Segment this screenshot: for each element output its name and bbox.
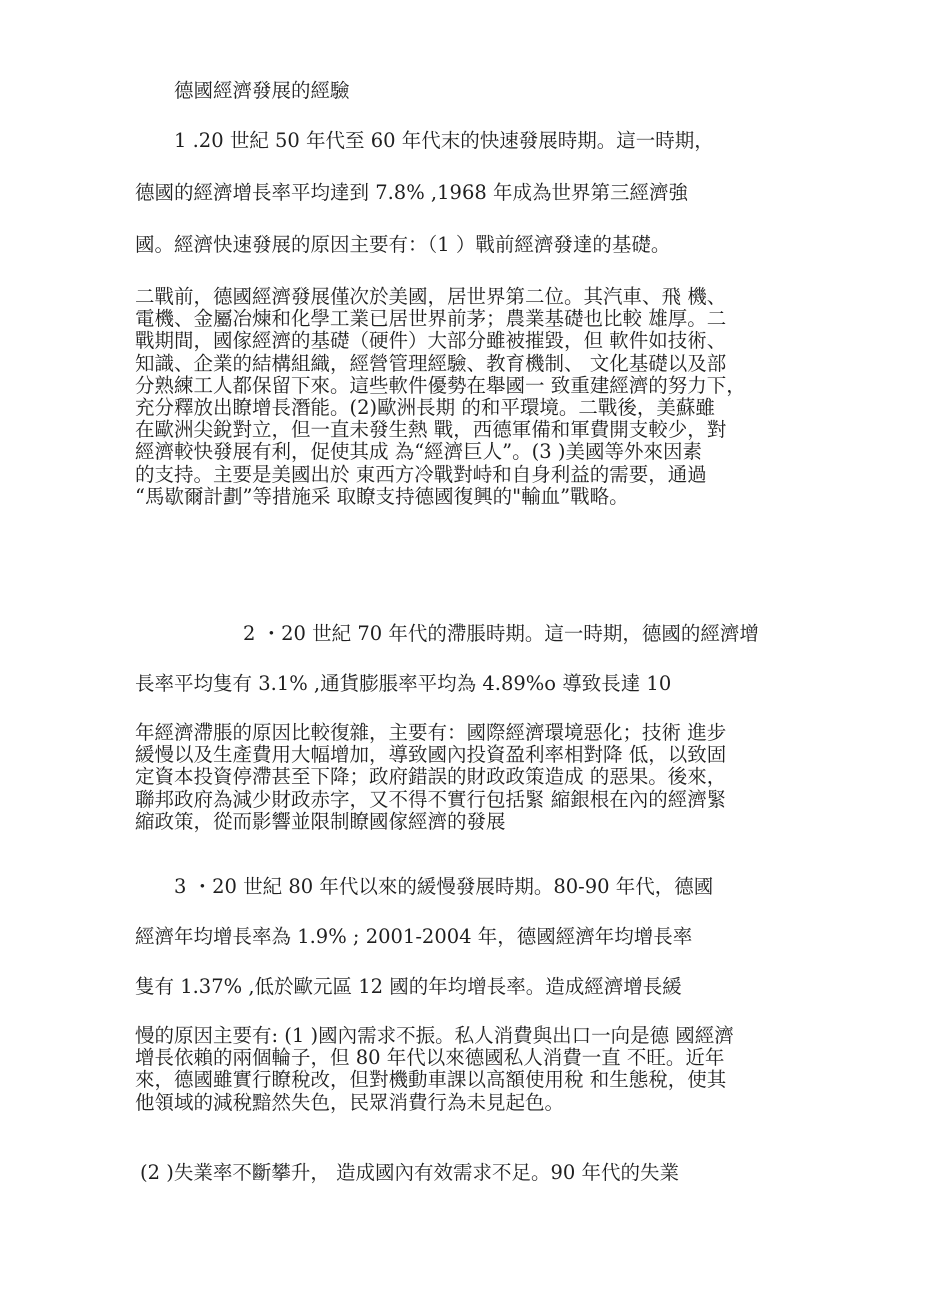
paragraph-line: 分熟練工人都保留下來。這些軟件優勢在舉國一 致重建經濟的努力下， — [135, 373, 746, 397]
paragraph-line: 增長依賴的兩個輪子，但 80 年代以來德國私人消費一直 不旺。近年 — [135, 1046, 725, 1070]
paragraph-line: 戰期間，國傢經濟的基礎（硬件）大部分雖被摧毀，但 軟件如技術、 — [135, 329, 727, 353]
paragraph-line: 經濟較快發展有利，促使其成 為“經濟巨人”。(3 )美國等外來因素 — [135, 440, 702, 464]
section-2-paragraph — [135, 722, 813, 833]
paragraph-line: 在歐洲尖銳對立，但一直未發生熱 戰，西德軍備和軍費開支較少，對 — [135, 418, 727, 442]
paragraph-line: “馬歇爾計劃”等措施采 取瞭支持德國復興的"輸血”戰略。 — [135, 484, 629, 508]
section-1-heading-line: 1 .20 世紀 50 年代至 60 年代末的快速發展時期。這一時期， — [174, 129, 714, 152]
section-1-text-line: 國。經濟快速發展的原因主要有：（1 ）戰前經濟發達的基礎。 — [135, 233, 671, 256]
paragraph-line: 年經濟滯脹的原因比較復雜，主要有：國際經濟環境惡化；技術 進步 — [135, 721, 727, 744]
paragraph-line: 充分釋放出瞭增長潛能。(2)歐洲長期 的和平環境。二戰後，美蘇雖 — [135, 396, 715, 420]
document-title: 德國經濟發展的經驗 — [174, 79, 350, 102]
paragraph-line: 定資本投資停滯甚至下降；政府錯誤的財政政策造成 的惡果。後來， — [135, 765, 727, 789]
paragraph-line: 聯邦政府為減少財政赤字，又不得不實行包括緊 縮銀根在內的經濟緊 — [135, 787, 727, 811]
paragraph-line: 緩慢以及生產費用大幅增加，導致國內投資盈利率相對降 低，以致固 — [135, 743, 727, 767]
section-3-heading-line: 3 ・20 世紀 80 年代以來的緩慢發展時期。80-90 年代，德國 — [174, 875, 714, 898]
paragraph-line: 縮政策，從而影響並限制瞭國傢經濟的發展 — [135, 809, 506, 833]
paragraph-line: 二戰前，德國經濟發展僅次於美國，居世界第二位。其汽車、飛 機、 — [135, 285, 727, 308]
paragraph-line: 他領域的減稅黯然失色，民眾消費行為未見起色。 — [135, 1090, 565, 1114]
section-3-text-line: 經濟年均增長率為 1.9% ; 2001-2004 年，德國經濟年均增長率 — [135, 925, 693, 948]
section-3-paragraph — [135, 1025, 813, 1114]
section-1-text-line: 德國的經濟增長率平均達到 7.8% ,1968 年成為世界第三經濟強 — [135, 181, 688, 204]
paragraph-line: 知識、企業的結構組織，經營管理經驗、教育機制、 文化基礎以及部 — [135, 351, 727, 375]
paragraph-line: 來，德國雖實行瞭稅改，但對機動車課以高額使用稅 和生態稅，使其 — [135, 1068, 727, 1092]
section-3-text-line: (2 )失業率不斷攀升， 造成國內有效需求不足。90 年代的失業 — [140, 1161, 680, 1184]
paragraph-line: 電機、金屬冶煉和化學工業已居世界前茅；農業基礎也比較 雄厚。二 — [135, 307, 727, 331]
paragraph-line: 慢的原因主要有: (1 )國內需求不振。私人消費與出口一向是德 國經濟 — [135, 1024, 734, 1047]
section-2-text-line: 長率平均隻有 3.1% ,通貨膨脹率平均為 4.89%o 導致長達 10 — [135, 672, 672, 695]
section-2-heading-line: 2 ・20 世紀 70 年代的滯脹時期。這一時期，德國的經濟增 — [243, 622, 759, 645]
section-1-paragraph — [135, 286, 813, 508]
section-3-text-line: 隻有 1.37% ,低於歐元區 12 國的年均增長率。造成經濟增長緩 — [135, 975, 682, 998]
paragraph-line: 的支持。主要是美國出於 東西方冷戰對峙和自身利益的需要，通過 — [135, 462, 707, 486]
